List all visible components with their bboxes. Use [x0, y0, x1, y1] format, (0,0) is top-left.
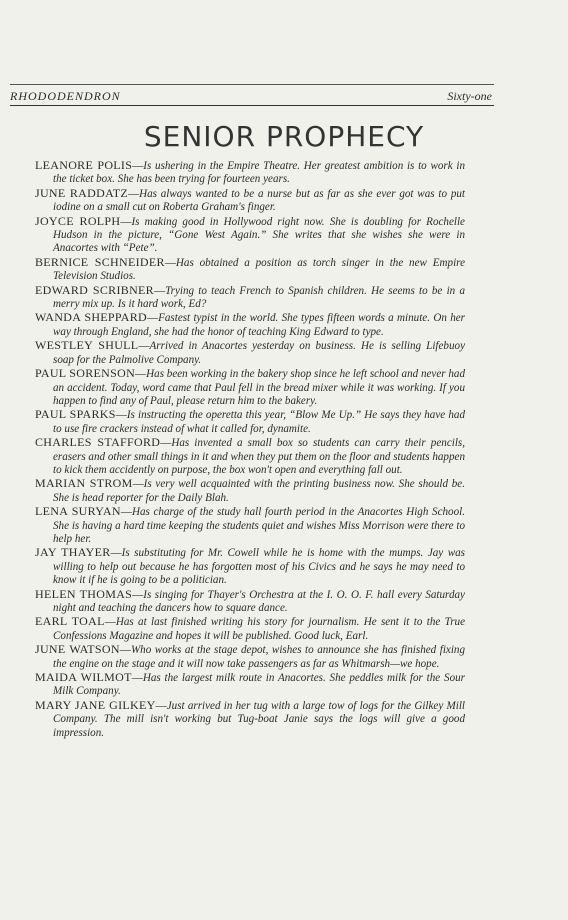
page-number: Sixty-one — [447, 89, 492, 103]
prophecy-text: Has invented a small box so students can carry their pencils, erasers and other small things in it and when they put them on the floor and students happen to kick them accidently on purpose, the box won't open and everything fall out. — [53, 437, 465, 476]
prophecy-entry: MARY JANE GILKEY—Just arrived in her tug with a large tow of logs for the Gilkey Mill Company. The mill isn't working but Tug-boat Janie says the logs will give a good impression. — [35, 697, 465, 739]
student-name: WESTLEY SHULL — [35, 338, 139, 353]
prophecy-entry: HELEN THOMAS—Is singing for Thayer's Orchestra at the I. O. O. F. hall every Saturday night and teaching the dancers how to square dance. — [35, 586, 465, 614]
prophecy-text: Just arrived in her tug with a large tow of logs for the Gilkey Mill Company. The mill isn't working but Tug-boat Janie says the logs will give a good impression. — [53, 699, 465, 739]
prophecy-entry: PAUL SPARKS—Is instructing the operetta this year, “Blow Me Up.” He says they have had to use fire crackers instead of what it called for, dynamite. — [35, 407, 465, 435]
prophecy-text: Has always wanted to be a nurse but as far as she ever got was to put iodine on a small cut on Roberta Graham's finger. — [53, 187, 465, 214]
student-name: JUNE WATSON — [35, 642, 120, 657]
student-name: JOYCE ROLPH — [35, 213, 121, 228]
student-name: LENA SURYAN — [35, 504, 121, 519]
prophecy-text: Has been working in the bakery shop since he left school and never had an accident. Today, word came that Paul fell in the bread mixer while it was working. If you happen to find any of Paul, please return him to the bakery. — [53, 368, 466, 407]
student-name: PAUL SPARKS — [35, 407, 116, 422]
student-name: BERNICE SCHNEIDER — [35, 254, 165, 269]
prophecy-text: Is ushering in the Empire Theatre. Her greatest ambition is to work in the ticket box. She has been trying for fourteen years. — [53, 160, 465, 186]
header-bottom-rule — [10, 105, 494, 106]
prophecy-entry: WANDA SHEPPARD—Fastest typist in the world. She types fifteen words a minute. On her way through England, she had the honor of teaching King Edward to type. — [35, 310, 465, 338]
prophecy-entry: LENA SURYAN—Has charge of the study hall fourth period in the Anacortes High School. She is having a hard time keeping the students quiet and wishes Miss Morrison were there to help her. — [35, 504, 465, 545]
prophecy-list — [35, 159, 465, 740]
student-name: HELEN THOMAS — [35, 586, 133, 601]
prophecy-entry: EARL TOAL—Has at last finished writing his story for journalism. He sent it to the True Confessions Magazine and hopes it will be published. Good luck, Earl. — [35, 614, 465, 642]
prophecy-entry: PAUL SORENSON—Has been working in the bakery shop since he left school and never had an accident. Today, word came that Paul fell in the bread mixer while it was working. If you happen to find any of Paul, please return him to the bakery. — [35, 366, 466, 407]
page-title: SENIOR PROPHECY — [143, 120, 425, 153]
prophecy-text: Is very well acquainted with the printing business now. She should be. She is head reporter for the Daily Blah. — [53, 478, 465, 504]
prophecy-text: Who works at the stage depot, wishes to announce she has finished fixing the engine on the stage and it will now take passengers as far as Whitmarsh—we hope. — [53, 644, 466, 670]
running-title: RHODODENDRON — [10, 89, 121, 103]
prophecy-entry: JAY THAYER—Is substituting for Mr. Cowell while he is home with the mumps. Jay was willing to help out because he has forgotten most of his Civics and he says he may need to know it if he is going to be a politician. — [35, 545, 465, 587]
prophecy-entry: LEANORE POLIS—Is ushering in the Empire Theatre. Her greatest ambition is to work in the ticket box. She has been trying for fourteen years. — [35, 158, 465, 186]
student-name: MAIDA WILMOT — [35, 670, 132, 685]
prophecy-text: Has obtained a position as torch singer in the new Empire Television Studios. — [53, 256, 465, 283]
prophecy-entry: EDWARD SCRIBNER—Trying to teach French to Spanish children. He seems to be in a merry mix up. Is it hard work, Ed? — [35, 282, 465, 311]
prophecy-text: Is making good in Hollywood right now. She is doubling for Rochelle Hudson in the picture, “Gone West Again.” She writes that she wishes she were in Anacortes with “Pete”. — [53, 215, 465, 255]
student-name: WANDA SHEPPARD — [35, 310, 147, 325]
prophecy-text: Is singing for Thayer's Orchestra at the I. O. O. F. hall every Saturday night and teaching the dancers how to square dance. — [53, 588, 465, 614]
prophecy-entry: CHARLES STAFFORD—Has invented a small box so students can carry their pencils, erasers and other small things in it and when they put them on the floor and students happen to kick them accidently on purpose, the box won't open and everything fall out. — [35, 435, 465, 476]
prophecy-entry: WESTLEY SHULL—Arrived in Anacortes yesterday on business. He is selling Lifebuoy soap for the Palmolive Company. — [35, 338, 466, 366]
page-header — [10, 84, 494, 114]
student-name: EARL TOAL — [35, 614, 105, 629]
prophecy-entry: MARIAN STROM—Is very well acquainted with the printing business now. She should be. She is head reporter for the Daily Blah. — [35, 476, 465, 504]
prophecy-entry: JUNE WATSON—Who works at the stage depot, wishes to announce she has finished fixing the engine on the stage and it will now take passengers as far as Whitmarsh—we hope. — [35, 642, 466, 670]
prophecy-text: Trying to teach French to Spanish children. He seems to be in a merry mix up. Is it hard work, Ed? — [53, 284, 465, 311]
prophecy-text: Fastest typist in the world. She types fifteen words a minute. On her way through England, she had the honor of teaching King Edward to type. — [53, 312, 465, 338]
prophecy-text: Has charge of the study hall fourth period in the Anacortes High School. She is having a hard time keeping the students quiet and wishes Miss Morrison were there to help her. — [53, 506, 465, 545]
prophecy-entry: JUNE RADDATZ—Has always wanted to be a nurse but as far as she ever got was to put iodine on a small cut on Roberta Graham's finger. — [35, 185, 465, 214]
student-name: MARIAN STROM — [35, 476, 133, 491]
header-top-rule — [10, 84, 494, 85]
student-name: MARY JANE GILKEY — [35, 697, 156, 712]
prophecy-text: Has the largest milk route in Anacortes. She peddles milk for the Sour Milk Company. — [53, 672, 465, 698]
student-name: JUNE RADDATZ — [35, 185, 128, 200]
prophecy-text: Is instructing the operetta this year, “Blow Me Up.” He says they have had to use fire crackers instead of what it called for, dynamite. — [53, 409, 465, 435]
student-name: PAUL SORENSON — [35, 366, 136, 381]
student-name: LEANORE POLIS — [35, 158, 133, 172]
prophecy-text: Is substituting for Mr. Cowell while he is home with the mumps. Jay was willing to help out because he has forgotten most of his Civics and he says he may need to know it if he is going to be a politician. — [53, 547, 465, 587]
prophecy-text: Has at last finished writing his story for journalism. He sent it to the True Confessions Magazine and hopes it will be published. Good luck, Earl. — [53, 616, 465, 642]
prophecy-entry: MAIDA WILMOT—Has the largest milk route in Anacortes. She peddles milk for the Sour Milk Company. — [35, 670, 465, 698]
student-name: JAY THAYER — [35, 545, 111, 560]
student-name: CHARLES STAFFORD — [35, 435, 161, 450]
prophecy-entry: JOYCE ROLPH—Is making good in Hollywood right now. She is doubling for Rochelle Hudson in the picture, “Gone West Again.” She writes that she wishes she were in Anacortes with “Pete”. — [35, 213, 465, 255]
prophecy-entry: BERNICE SCHNEIDER—Has obtained a position as torch singer in the new Empire Television Studios. — [35, 254, 465, 283]
student-name: EDWARD SCRIBNER — [35, 282, 154, 297]
prophecy-text: Arrived in Anacortes yesterday on business. He is selling Lifebuoy soap for the Palmolive Company. — [53, 340, 466, 366]
